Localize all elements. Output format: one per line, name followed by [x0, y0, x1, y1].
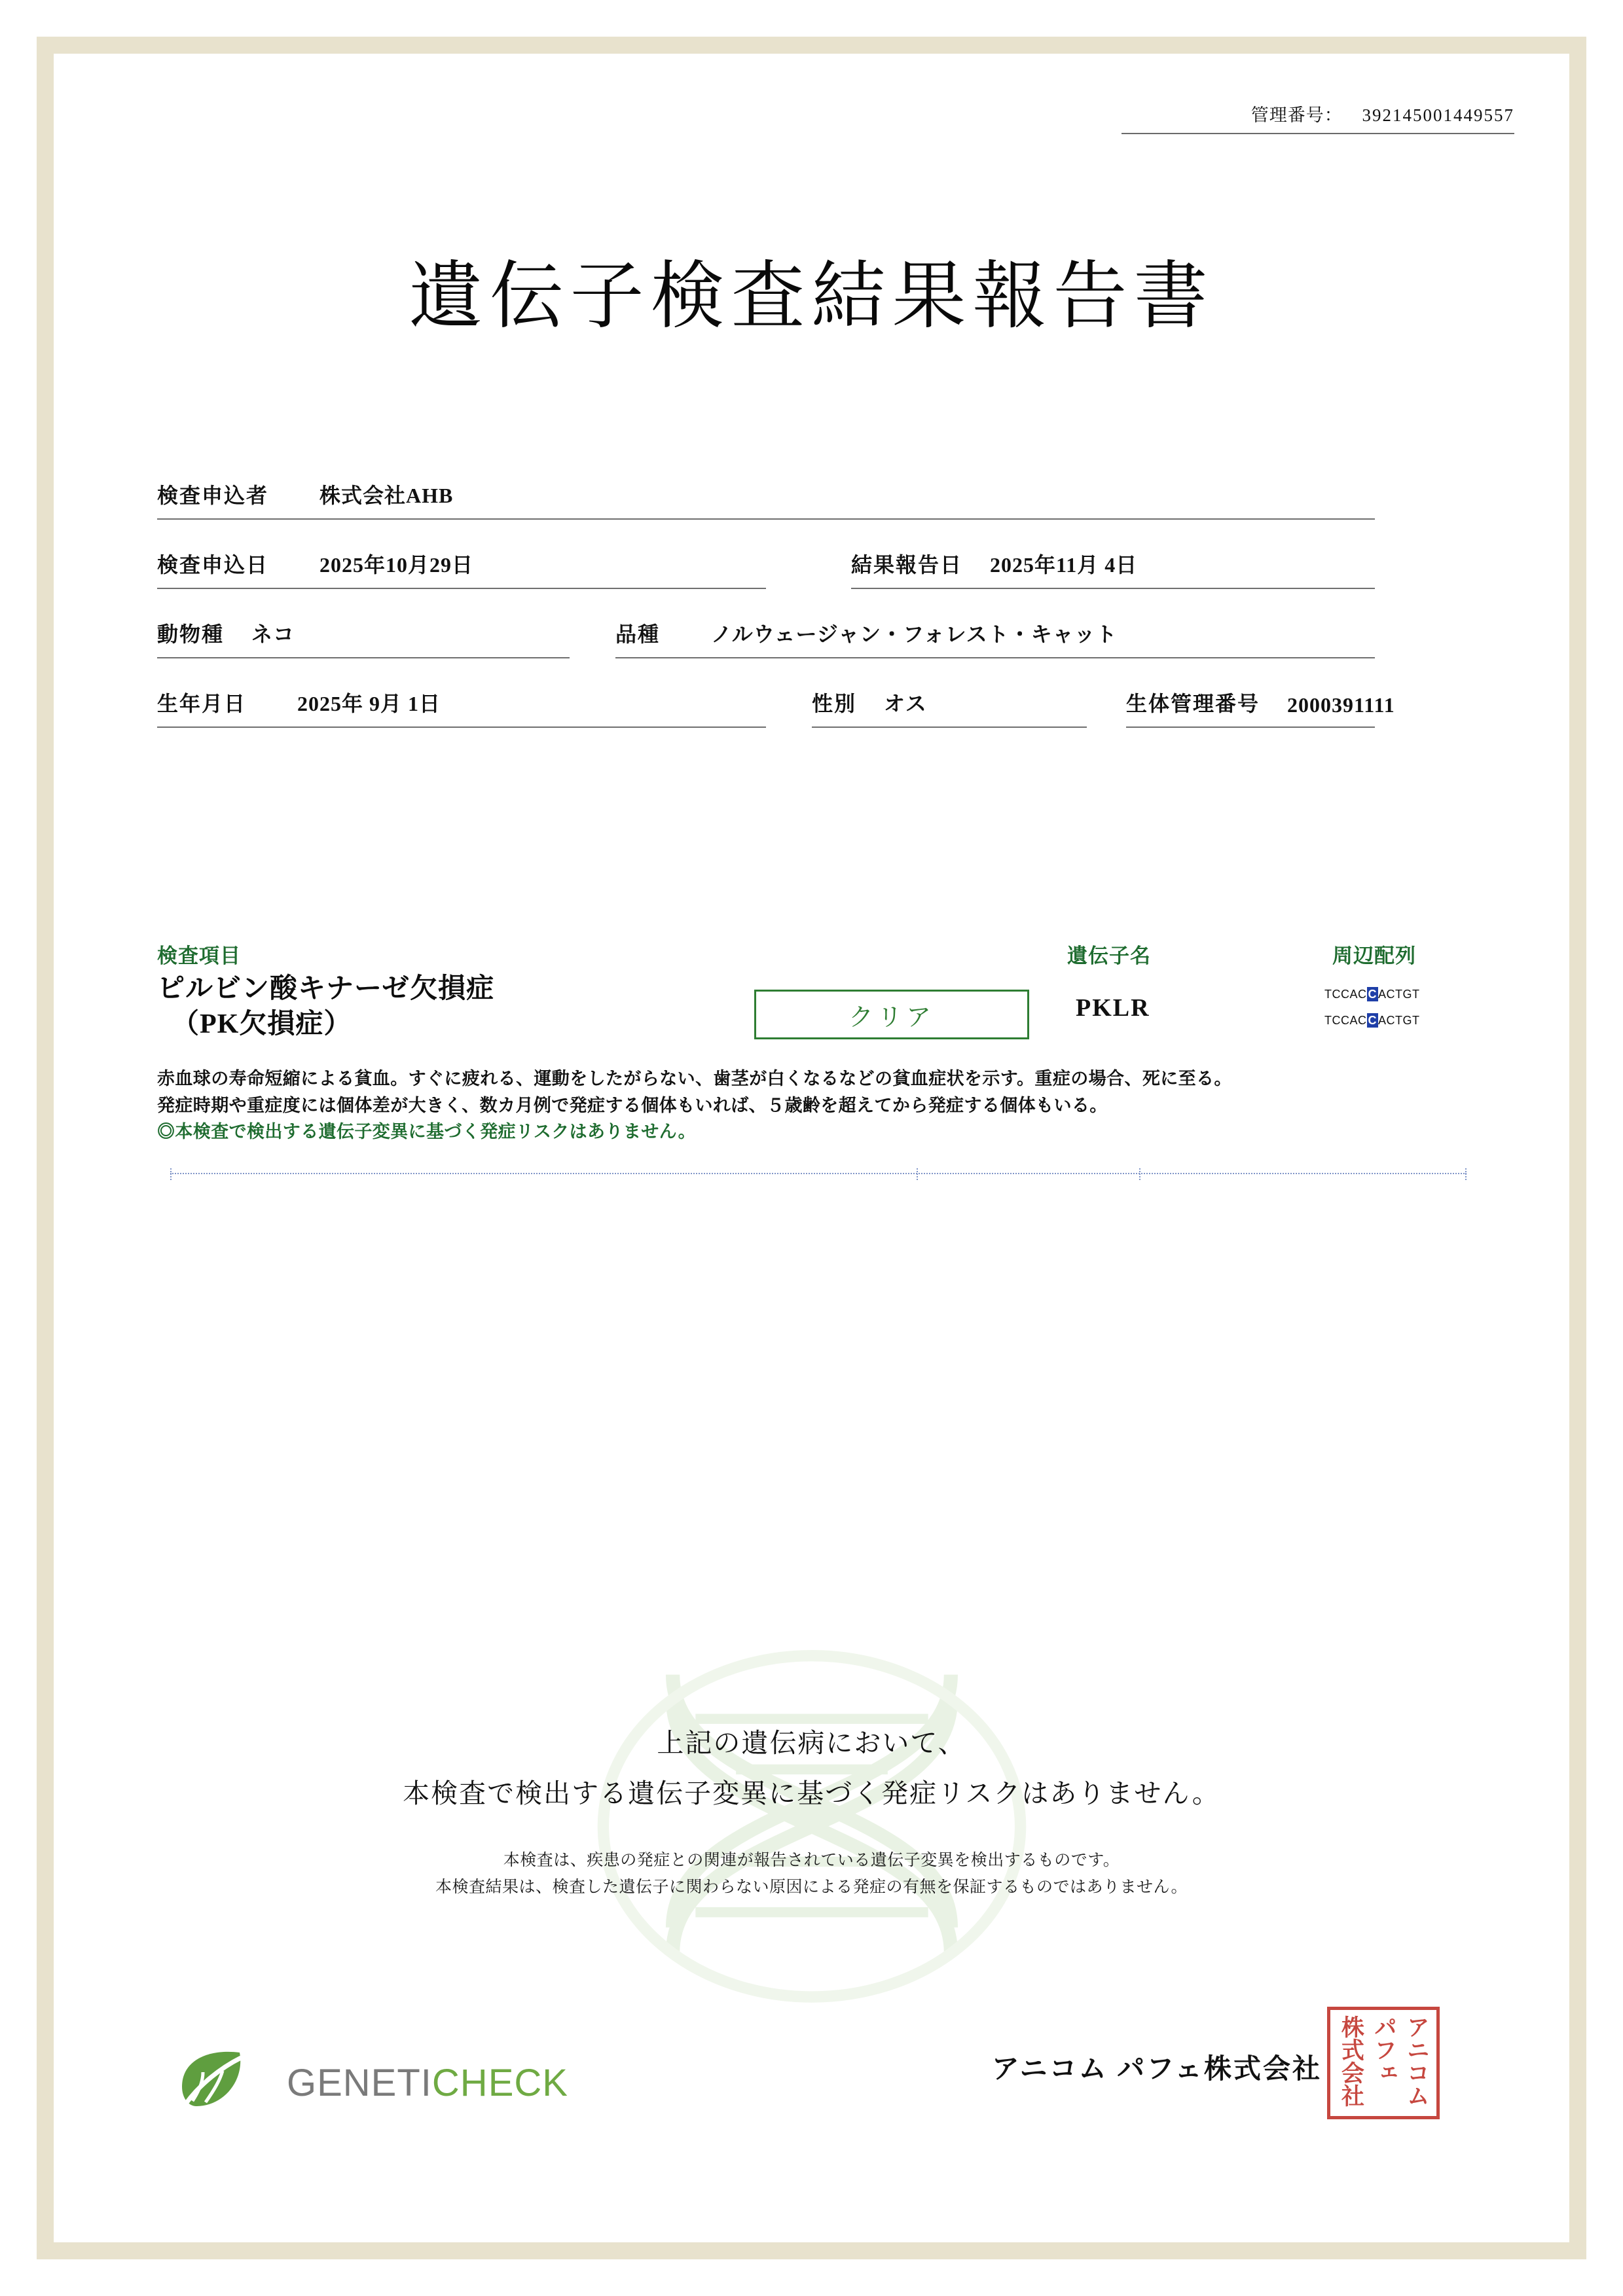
gene-name-value: PKLR — [1076, 994, 1150, 1022]
report-date-label: 結果報告日 — [851, 553, 963, 577]
info-block — [157, 465, 1467, 742]
section-divider — [170, 1173, 1467, 1174]
seal-col-2: パフェ — [1371, 2015, 1397, 2084]
field-applicant — [157, 479, 1375, 520]
seal-col-3: 株式会社 — [1338, 2015, 1364, 2107]
sequence-highlight: C — [1368, 1014, 1377, 1027]
report-date-value: 2025年11月 4日 — [990, 553, 1138, 577]
field-breed — [615, 618, 1375, 658]
apply-date-value: 2025年10月29日 — [319, 553, 474, 577]
info-row-species — [157, 603, 1467, 673]
control-number-value: 392145001449557 — [1362, 105, 1514, 125]
sex-label: 性別 — [812, 692, 857, 715]
disease-name-line2: （PK欠損症） — [172, 1009, 352, 1039]
control-number-label: 管理番号： — [1250, 105, 1343, 125]
company-seal — [1327, 2007, 1440, 2119]
divider-tick — [170, 1168, 172, 1180]
header-sequence: 周辺配列 — [1332, 944, 1416, 967]
field-birth — [157, 687, 766, 728]
sequence-block — [1324, 988, 1420, 1041]
disease-description — [157, 1066, 1467, 1145]
applicant-value: 株式会社AHB — [319, 484, 454, 507]
sequence-right: ACTGT — [1378, 1014, 1420, 1027]
species-value: ネコ — [251, 622, 295, 646]
sequence-row — [1324, 1014, 1420, 1026]
seal-col-1: アニコム — [1404, 2015, 1430, 2107]
disease-name — [157, 972, 494, 1043]
header-test-item: 検査項目 — [157, 944, 241, 967]
apply-date-label: 検査申込日 — [157, 553, 269, 577]
leaf-logo-icon — [177, 2046, 270, 2119]
divider-tick — [1465, 1168, 1467, 1180]
field-report-date — [851, 548, 1375, 589]
description-line-1: 赤血球の寿命短縮による貧血。すぐに疲れる、運動をしたがらない、歯茎が白くなるなどの貧血症状を示す。重症の場合、死に至る。 — [157, 1069, 1232, 1088]
disease-name-line1: ピルビン酸キナーゼ欠損症 — [157, 974, 495, 1004]
status-badge: クリア — [754, 990, 1029, 1039]
applicant-label: 検査申込者 — [157, 484, 269, 507]
report-sheet — [85, 85, 1538, 2211]
summary-note-line-2: 本検査結果は、検査した遺伝子に関わらない原因による発症の有無を保証するものではありません。 — [435, 1878, 1188, 1897]
birth-label: 生年月日 — [157, 692, 247, 715]
company-name: アニコム パフェ株式会社 — [991, 2054, 1322, 2085]
species-label: 動物種 — [157, 622, 225, 646]
header-gene-name: 遺伝子名 — [1067, 944, 1151, 967]
breed-label: 品種 — [615, 622, 661, 646]
brand-logo-text — [287, 2061, 568, 2105]
sequence-row — [1324, 988, 1420, 1000]
control-number — [1122, 101, 1514, 134]
summary-note-line-1: 本検査は、疾患の発症との関連が報告されている遺伝子変異を検出するものです。 — [503, 1851, 1120, 1869]
summary-note — [85, 1847, 1538, 1901]
summary-block — [85, 1721, 1538, 1901]
description-risk-line: ◎本検査で検出する遺伝子変異に基づく発症リスクはありません。 — [157, 1122, 697, 1141]
breed-value: ノルウェージャン・フォレスト・キャット — [711, 622, 1118, 646]
field-animal-id — [1126, 687, 1395, 728]
sequence-left: TCCAC — [1324, 988, 1367, 1001]
divider-tick — [917, 1168, 918, 1180]
sequence-left: TCCAC — [1324, 1014, 1367, 1027]
birth-value: 2025年 9月 1日 — [297, 692, 441, 715]
brand-logo — [177, 2046, 568, 2119]
field-apply-date — [157, 548, 766, 589]
info-row-applicant — [157, 465, 1467, 534]
description-line-2: 発症時期や重症度には個体差が大きく、数カ月例で発症する個体もいれば、５歳齢を超えてから発症する個体もいる。 — [157, 1095, 1108, 1115]
divider-tick — [1139, 1168, 1140, 1180]
animal-id-label: 生体管理番号 — [1126, 692, 1260, 715]
info-row-birth — [157, 673, 1467, 742]
sequence-right: ACTGT — [1378, 988, 1420, 1001]
sequence-highlight: C — [1368, 988, 1377, 1001]
page-title: 遺伝子検査結果報告書 — [409, 256, 1214, 338]
field-sex — [812, 687, 1087, 728]
brand-logo-text-part1: GENETI — [287, 2061, 432, 2104]
info-row-dates — [157, 534, 1467, 603]
field-species — [157, 618, 570, 658]
brand-logo-text-part2: CHECK — [431, 2061, 568, 2104]
animal-id-value: 2000391111 — [1287, 693, 1395, 717]
summary-line-1: 上記の遺伝病において、 — [657, 1728, 966, 1758]
sex-value: オス — [884, 692, 927, 715]
summary-line-2: 本検査で検出する遺伝子変異に基づく発症リスクはありません。 — [403, 1778, 1220, 1808]
